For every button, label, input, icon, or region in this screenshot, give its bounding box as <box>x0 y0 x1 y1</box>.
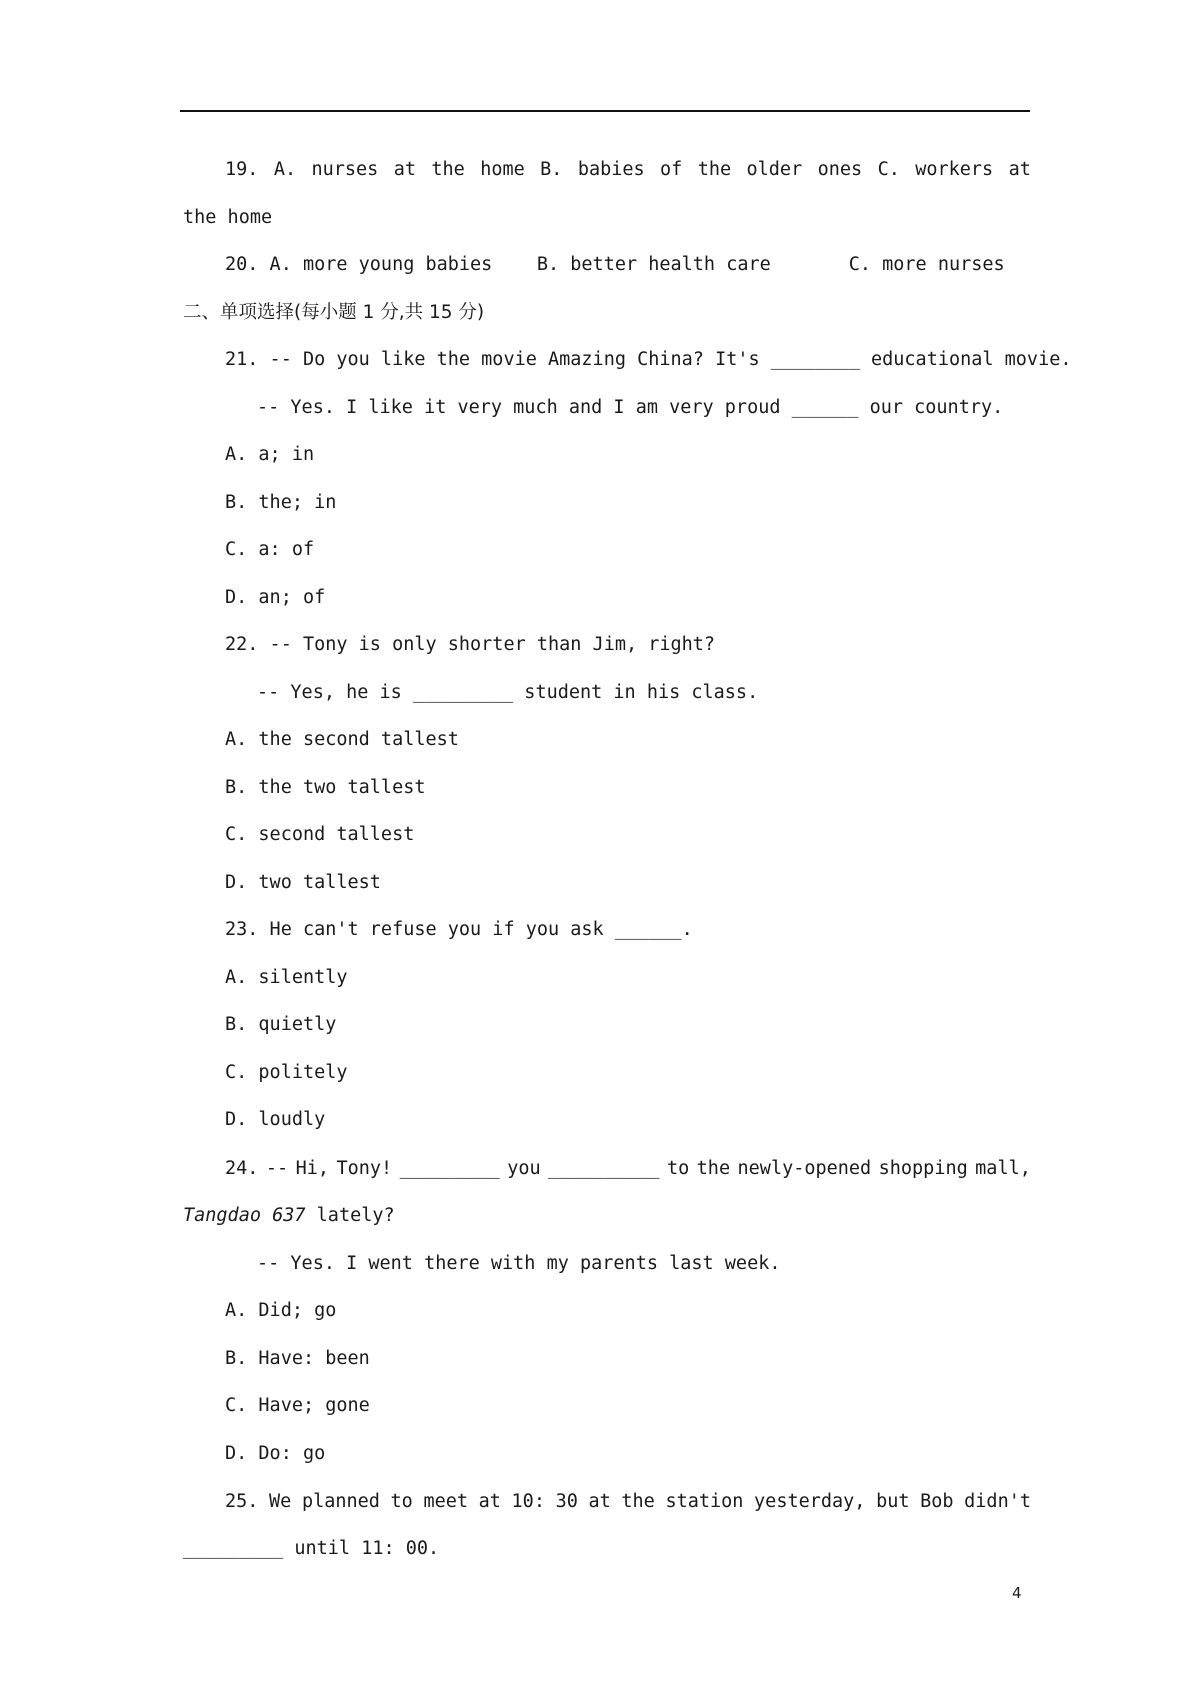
question-19-continuation: the home <box>183 207 273 228</box>
word: you <box>507 1158 541 1179</box>
question-21-option-c: C. a: of <box>225 539 315 560</box>
word: at <box>1008 159 1031 180</box>
question-21-reply: -- Yes. I like it very much and I am very proud ______ our country. <box>257 397 1004 418</box>
word: Tony! <box>336 1158 393 1179</box>
word: the <box>431 159 465 180</box>
word: Bob <box>920 1491 954 1512</box>
word: 24. <box>225 1158 259 1179</box>
word: station <box>665 1491 744 1512</box>
word: at <box>393 159 416 180</box>
word: babies <box>577 159 645 180</box>
question-23-option-a: A. silently <box>225 967 348 988</box>
question-21-option-b: B. the; in <box>225 492 337 513</box>
page-number: 4 <box>1012 1584 1022 1602</box>
word: yesterday, <box>754 1491 866 1512</box>
word: workers <box>915 159 994 180</box>
question-23-option-d: D. loudly <box>225 1109 326 1130</box>
question-20-line: 20. A. more young babies B. better health care C. more nurses <box>225 254 1005 275</box>
question-23-stem: 23. He can't refuse you if you ask ______. <box>225 919 693 940</box>
question-22-option-a: A. the second tallest <box>225 729 459 750</box>
question-21-option-d: D. an; of <box>225 587 326 608</box>
continuation-text: lately? <box>305 1205 395 1226</box>
word: 25. <box>225 1491 259 1512</box>
question-23-option-c: C. politely <box>225 1062 348 1083</box>
word: to <box>390 1491 413 1512</box>
word: the <box>696 1158 731 1179</box>
question-25-line <box>225 1490 1031 1514</box>
word: _________ <box>399 1158 500 1179</box>
word: Hi, <box>295 1158 329 1179</box>
question-23-option-b: B. quietly <box>225 1014 337 1035</box>
word: shopping <box>878 1158 968 1179</box>
word: 10: <box>511 1491 545 1512</box>
question-24-option-c: C. Have; gone <box>225 1395 370 1416</box>
section-heading: 二、单项选择(每小题 1 分,共 15 分) <box>183 302 485 323</box>
word: the <box>697 159 732 180</box>
word: planned <box>301 1491 380 1512</box>
word: meet <box>423 1491 469 1512</box>
word: at <box>588 1491 611 1512</box>
question-24-reply: -- Yes. I went there with my parents last week. <box>257 1253 781 1274</box>
word: home <box>480 159 525 180</box>
question-22-option-b: B. the two tallest <box>225 777 426 798</box>
word: newly-opened <box>737 1158 872 1179</box>
word: C. <box>877 159 900 180</box>
word: of <box>660 159 683 180</box>
word: 19. <box>225 159 259 180</box>
question-22-option-c: C. second tallest <box>225 824 415 845</box>
word: but <box>876 1491 910 1512</box>
word: -- <box>265 1158 289 1179</box>
word: didn't <box>964 1491 1031 1512</box>
word: 30 <box>555 1491 578 1512</box>
word: older <box>746 159 803 180</box>
question-21-option-a: A. a; in <box>225 444 315 465</box>
word: A. <box>273 159 297 180</box>
question-22-option-d: D. two tallest <box>225 872 381 893</box>
question-25-continuation: _________ until 11: 00. <box>183 1538 440 1559</box>
question-24-continuation <box>183 1204 395 1228</box>
word: nurses <box>311 159 379 180</box>
word: the <box>621 1491 655 1512</box>
word: We <box>269 1491 292 1512</box>
question-21-stem: 21. -- Do you like the movie Amazing China? It's ________ educational movie. <box>225 349 1072 370</box>
word: at <box>478 1491 501 1512</box>
question-24-option-a: A. Did; go <box>225 1300 337 1321</box>
word: mall, <box>975 1158 1031 1179</box>
question-22-stem: 22. -- Tony is only shorter than Jim, right? <box>225 634 716 655</box>
question-22-reply: -- Yes, he is _________ student in his class. <box>257 682 759 703</box>
header-rule <box>180 110 1030 112</box>
question-24-option-b: B. Have: been <box>225 1348 370 1369</box>
word: ones <box>817 159 863 180</box>
question-24-line <box>225 1157 1031 1181</box>
word: to <box>666 1158 690 1179</box>
word: __________ <box>548 1158 660 1179</box>
word: B. <box>540 159 563 180</box>
mall-name: Tangdao 637 <box>183 1205 306 1226</box>
question-24-option-d: D. Do: go <box>225 1443 326 1464</box>
question-19-line <box>225 158 1031 182</box>
